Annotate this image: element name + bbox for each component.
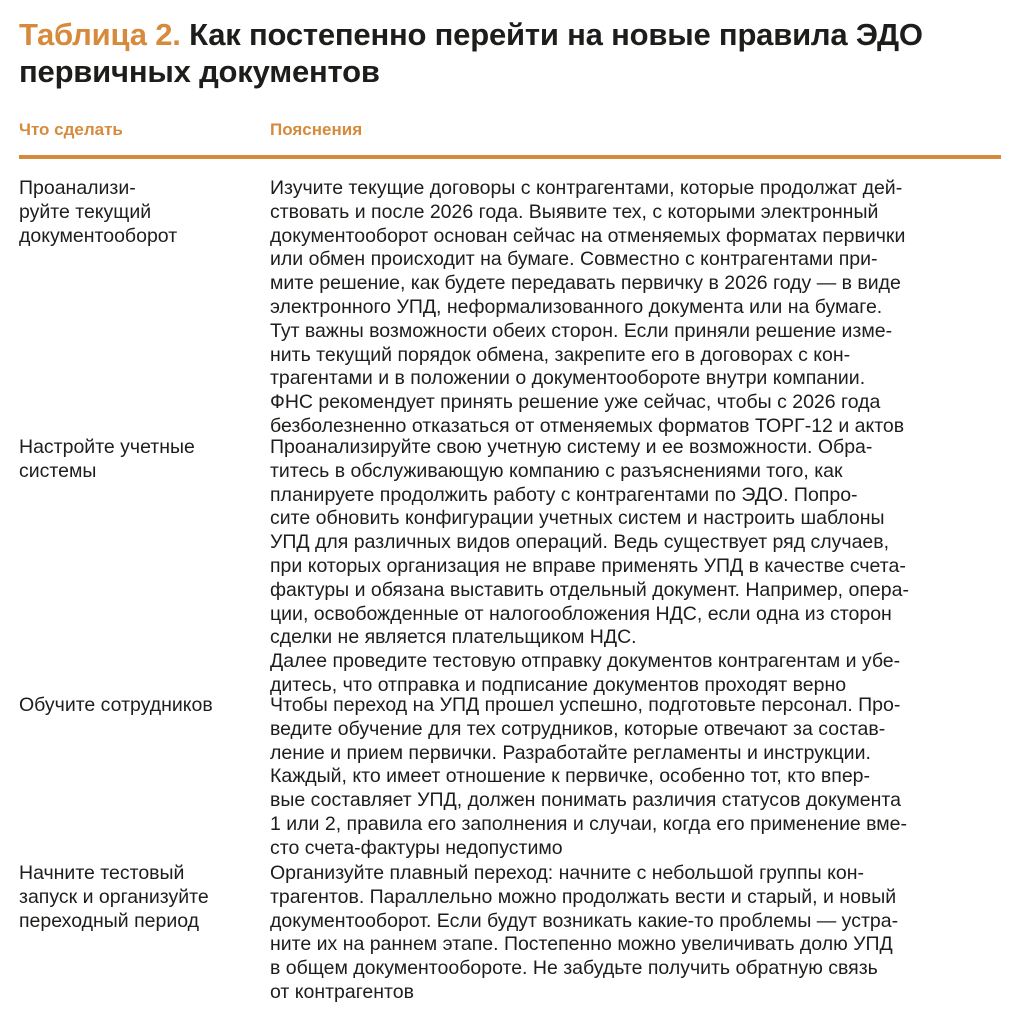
column-header-action: Что сделать — [19, 120, 123, 139]
row-3-explanation: Чтобы переход на УПД прошел успешно, подготовьте персонал. Про- ведите обучение для тех сотрудников, которые отвечают за состав- ление и прием первички. Разработайте регламенты и инструкции. Каждый, кто имеет отношение к первичке, особенно тот, кто впер- вые составляет УПД, должен понимать различия статусов документа 1 или 2, правила его заполнения и случаи, когда его применение вме- сто счета-фактуры недопустимо — [270, 694, 908, 859]
column-header-explanation: Пояснения — [270, 120, 363, 139]
table-number-label: Таблица 2. — [19, 17, 181, 52]
row-3-action: Обучите сотрудников — [19, 694, 213, 716]
row-1-explanation: Изучите текущие договоры с контрагентами, которые продолжат дей- ствовать и после 2026 года. Выявите тех, с которыми электронный документооборот основан сейчас на отменяемых форматах первички или обмен происходит на бумаге. Совместно с контрагентами при- мите решение, как будете передавать первичку в 2026 году — в виде электронного УПД, неформализованного документа или на бумаге. Тут важны возможности обеих сторон. Если приняли решение изме- нить текущий порядок обмена, закрепите его в договорах с кон- трагентами и в положении о документообороте внутри компании. ФНС рекомендует принять решение уже сейчас, чтобы с 2026 года безболезненно отказаться от отменяемых форматов ТОРГ-12 и актов — [270, 177, 906, 437]
table-title-text: Как постепенно перейти на новые правила ЭДО первичных документов — [19, 17, 923, 89]
page-title — [19, 16, 1009, 90]
row-4-explanation: Организуйте плавный переход: начните с небольшой группы кон- трагентов. Параллельно можно продолжать вести и старый, и новый документооборот. Если будут возникать какие-то проблемы — устра- ните их на раннем этапе. Постепенно можно увеличивать долю УПД в общем документообороте. Не забудьте получить обратную связь от контрагентов — [270, 862, 899, 1003]
header-divider — [19, 155, 1001, 159]
row-1-action: Проанализи- руйте текущий документооборот — [19, 177, 178, 247]
row-4-action: Начните тестовый запуск и организуйте переходный период — [19, 862, 209, 932]
row-2-action: Настройте учетные системы — [19, 436, 195, 482]
row-2-explanation: Проанализируйте свою учетную систему и ее возможности. Обра- титесь в обслуживающую компанию с разъяснениями того, как планируете продолжить работу с контрагентами по ЭДО. Попро- сите обновить конфигурации учетных систем и настроить шаблоны УПД для различных видов операций. Ведь существует ряд случаев, при которых организация не вправе применять УПД в качестве счета- фактуры и обязана выставить отдельный документ. Например, опера- ции, освобожденные от налогообложения НДС, если одна из сторон сделки не является плательщиком НДС. Далее проведите тестовую отправку документов контрагентам и убе- дитесь, что отправка и подписание документов проходят верно — [270, 436, 909, 696]
